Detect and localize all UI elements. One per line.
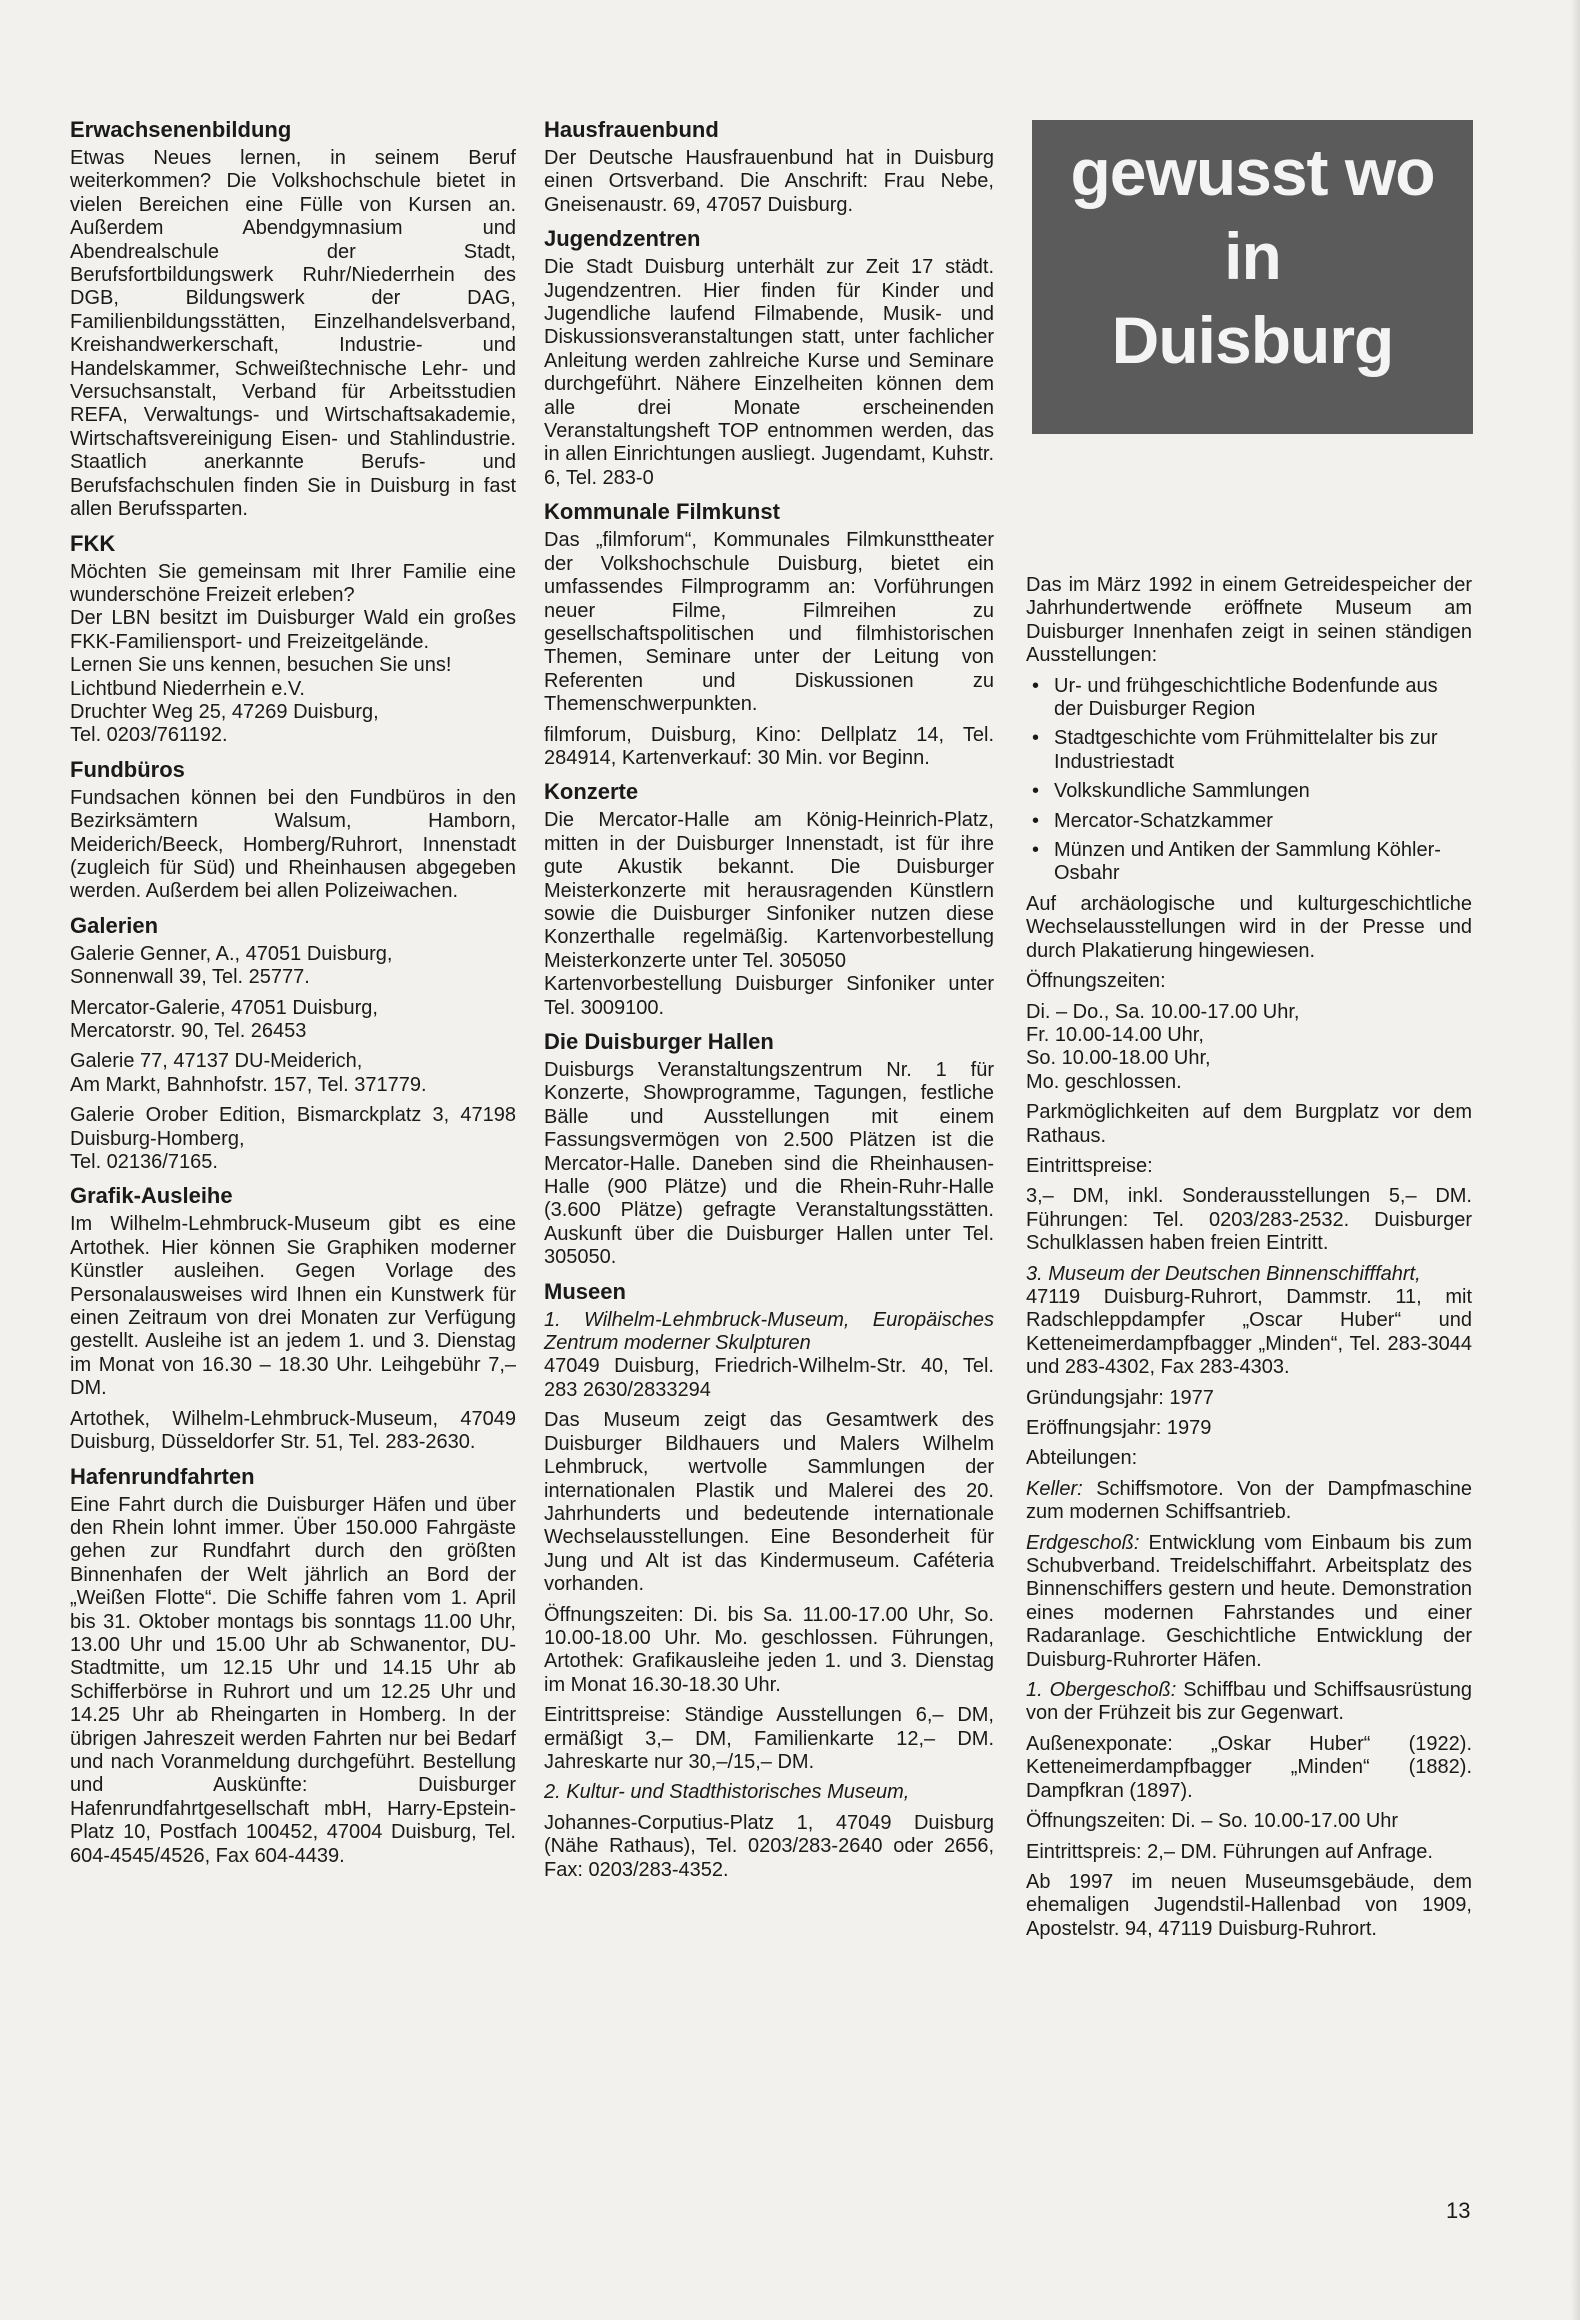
founding-year: Gründungsjahr: 1977 (1026, 1386, 1214, 1409)
paragraph-jugendzentren: Die Stadt Duisburg unterhält zur Zeit 17 städt. Jugendzentren. Hier finden für Kinder und Jugendliche laufend Filmabende, Musik- und Diskussionsveranstaltungen statt, unter fachlicher Anleitung werden zahlreiche Kurse und Seminare durchgeführt. Nähere Einzelheiten können dem alle drei Monate erscheinenden Veranstaltungsheft TOP entnommen werden, das in allen Einrichtungen ausliegt. Jugendamt, Kuhstr. 6, Tel. 283-0 (544, 256, 994, 489)
heading-fundbueros: Fundbüros (70, 756, 185, 782)
museum-3-hours: Öffnungszeiten: Di. – So. 10.00-17.00 Uhr (1026, 1810, 1399, 1833)
heading-duisburger-hallen: Die Duisburger Hallen (544, 1029, 774, 1054)
obergeschoss-text: Schiffbau und Schiffsausrüstung von der Frühzeit bis zur Gegenwart. (1026, 1679, 1472, 1725)
column-middle (544, 108, 994, 1889)
heading-grafik-ausleihe: Grafik-Ausleihe (70, 1183, 233, 1209)
title-line-3: Duisburg (1111, 303, 1394, 377)
paragraph-prices: 3,– DM, inkl. Sonderausstellungen 5,– DM. Führungen: Tel. 0203/283-2532. Duisburger Schulklassen haben freien Eintritt. (1026, 1185, 1472, 1255)
page-number: 13 (1446, 2198, 1471, 2223)
heading-erwachsenenbildung: Erwachsenenbildung (70, 117, 292, 142)
paragraph-parking: Parkmöglichkeiten auf dem Burgplatz vor dem Rathaus. (1026, 1101, 1472, 1147)
paragraph-fkk-2: Der LBN besitzt im Duisburger Wald ein großes FKK-Familiensport- und Freizeitgelände. (70, 607, 516, 653)
paragraph-erwachsenenbildung: Etwas Neues lernen, in seinem Beruf weiterkommen? Die Volkshochschule bietet in vielen Bereichen eine Fülle von Kursen an. Außerdem Abendgymnasium und Abendrealschule der Stadt, Berufsfortbildungswerk Ruhr/Niederrhein des DGB, Bildungswerk der DAG, Familienbildungsstätten, Einzelhandelsverband, Kreishandwerkerschaft, Industrie- und Handelskammer, Schweißtechnische Lehr- und Versuchsanstalt, Verband für Arbeitsstudien REFA, Verwaltungs- und Wirtschaftsakademie, Wirtschaftsvereinigung Eisen- und Stahlindustrie. Staatlich anerkannte Berufs- und Berufsfachschulen finden Sie in Duisburg in fast allen Berufssparten. (70, 147, 516, 521)
hours-label: Öffnungszeiten: (1026, 970, 1166, 993)
department-erdgeschoss (1026, 1532, 1472, 1672)
museum-2-title: 2. Kultur- und Stadthistorisches Museum, (544, 1781, 910, 1804)
title-line-1: gewusst wo (1070, 135, 1435, 209)
paragraph-fkk-6: Tel. 0203/761192. (70, 724, 228, 747)
paragraph-fkk-1: Möchten Sie gemeinsam mit Ihrer Familie eine wunderschöne Freizeit erleben? (70, 560, 516, 606)
heading-jugendzentren: Jugendzentren (544, 226, 701, 252)
hours-line-3: So. 10.00-18.00 Uhr, (1026, 1047, 1211, 1070)
galerie-1-line-1: Galerie Genner, A., 47051 Duisburg, (70, 942, 393, 965)
museum-1-title: 1. Wilhelm-Lehmbruck-Museum, Europäisches Zentrum moderner Skulpturen (544, 1308, 994, 1355)
list-item: • Stadtgeschichte vom Frühmittelalter bis zur Industriestadt (1054, 727, 1472, 774)
paragraph-wechselausstellungen: Auf archäologische und kulturgeschichtliche Wechselausstellungen wird in der Presse und durch Plakatierung hingewiesen. (1026, 892, 1472, 962)
hours-line-4: Mo. geschlossen. (1026, 1070, 1182, 1093)
paragraph-artothek-address: Artothek, Wilhelm-Lehmbruck-Museum, 47049 Duisburg, Düsseldorfer Str. 51, Tel. 283-2630. (70, 1407, 516, 1454)
list-item: • Münzen und Antiken der Sammlung Köhler-Osbahr (1054, 839, 1472, 886)
paragraph-fkk-4: Lichtbund Niederrhein e.V. (70, 677, 305, 700)
museum-3-price: Eintrittspreis: 2,– DM. Führungen auf Anfrage. (1026, 1840, 1433, 1863)
museum-1-prices: Eintrittspreise: Ständige Ausstellungen 6,– DM, ermäßigt 3,– DM, Familienkarte 12,– DM. Jahreskarte nur 30,–/15,– DM. (544, 1704, 994, 1773)
column-right (1026, 574, 1472, 1948)
erdgeschoss-text: Entwicklung vom Einbaum bis zum Schubverband. Treidelschiffahrt. Arbeitsplatz des Binnenschiffers gestern und heute. Demonstration eines modernen Fahrstandes und einer Radaranlage. Geschichtliche Entwicklung der Duisburg-Ruhrorter Häfen. (1026, 1531, 1472, 1671)
galerie-4-line-2: Tel. 02136/7165. (70, 1151, 218, 1174)
hours-line-1: Di. – Do., Sa. 10.00-17.00 Uhr, (1026, 1000, 1300, 1023)
title-line-2: in (1224, 219, 1281, 293)
paragraph-fkk-3: Lernen Sie uns kennen, besuchen Sie uns! (70, 654, 452, 677)
paragraph-aussenexponate: Außenexponate: „Oskar Huber“ (1922). Ketteneimerdampfbagger „Minden“ (1882). Dampfkran (1897). (1026, 1732, 1472, 1802)
heading-hafenrundfahrten: Hafenrundfahrten (70, 1463, 255, 1489)
paragraph-grafik-ausleihe: Im Wilhelm-Lehmbruck-Museum gibt es eine Artothek. Hier können Sie Graphiken moderner Künstler ausleihen. Gegen Vorlage des Personalausweises wird Ihnen ein Kunstwerk für einen Zeitraum von drei Monaten zur Verfügung gestellt. Ausleihe ist an jedem 1. und 3. Dienstag im Monat von 16.30 – 18.30 Uhr. Leihgebühr 7,– DM. (70, 1213, 516, 1400)
paragraph-filmforum-address: filmforum, Duisburg, Kino: Dellplatz 14, Tel. 284914, Kartenverkauf: 30 Min. vor Beginn. (544, 723, 994, 769)
paragraph-fundbueros: Fundsachen können bei den Fundbüros in den Bezirksämtern Walsum, Hamborn, Meiderich/Beeck, Homberg/Ruhrort, Innenstadt (zugleich für Süd) und Rheinhausen abgegeben werden. Außerdem bei allen Polizeiwachen. (70, 786, 516, 903)
paragraph-konzerte-sinfoniker: Kartenvorbestellung Duisburger Sinfoniker unter Tel. 3009100. (544, 973, 994, 1019)
museum-3-title: 3. Museum der Deutschen Binnenschifffahrt, (1026, 1262, 1421, 1285)
prices-label: Eintrittspreise: (1026, 1154, 1153, 1177)
list-item: • Volkskundliche Sammlungen (1054, 780, 1472, 803)
heading-hausfrauenbund: Hausfrauenbund (544, 117, 719, 142)
paragraph-hafenrundfahrten: Eine Fahrt durch die Duisburger Häfen und über den Rhein lohnt immer. Über 150.000 Fahrgäste gehen zur Rundfahrt durch den größten Binnenhafen der Welt jährlich an Bord der „Weißen Flotte“. Die Schiffe fahren vom 1. April bis 31. Oktober montags bis sonntags 11.00 Uhr, 13.00 Uhr und 15.00 Uhr ab Schwanentor, DU-Stadtmitte, um 12.15 Uhr und 14.15 Uhr ab Schifferbörse in Ruhrort und um 12.25 Uhr und 14.25 Uhr ab Rheingarten in Homberg. In der übrigen Jahreszeit werden Fahrten nur bei Bedarf und nach Voranmeldung durchgeführt. Bestellung und Auskünfte: Duisburger Hafenrundfahrtgesellschaft mbH, Harry-Epstein-Platz 10, Postfach 100452, 47004 Duisburg, Tel. 604-4545/4526, Fax 604-4439. (70, 1493, 516, 1867)
keller-text: Schiffsmotore. Von der Dampfmaschine zum modernen Schiffsantrieb. (1026, 1477, 1472, 1524)
galerie-2-line-1: Mercator-Galerie, 47051 Duisburg, (70, 996, 378, 1019)
museum-2-intro: Das im März 1992 in einem Getreidespeicher der Jahrhundertwende eröffnete Museum am Duisburger Innenhafen zeigt in seinen ständigen Ausstellungen: (1026, 574, 1472, 667)
heading-fkk: FKK (70, 530, 116, 556)
list-item: • Mercator-Schatzkammer (1054, 810, 1472, 833)
paragraph-filmforum: Das „filmforum“, Kommunales Filmkunsttheater der Volkshochschule Duisburg, bietet ein umfassendes Filmprogramm an: Vorführungen neuer Filme, Filmreihen zu gesellschaftspolitischen und filmhistorischen Themen, Seminare unter der Leitung von Referenten und Diskussionen zu Themenschwerpunkten. (544, 529, 994, 716)
museum-1-description: Das Museum zeigt das Gesamtwerk des Duisburger Bildhauers und Malers Wilhelm Lehmbruck, wertvolle Sammlungen der internationalen Plastik und Malerei des 20. Jahrhunderts und bedeutende internationale Wechselausstellungen. Eine Besonderheit für Jung und Alt ist das Kindermuseum. Caféteria vorhanden. (544, 1409, 994, 1596)
galerie-2-line-2: Mercatorstr. 90, Tel. 26453 (70, 1020, 307, 1042)
page-edge-shadow (1570, 0, 1580, 2320)
heading-konzerte: Konzerte (544, 779, 639, 805)
paragraph-fkk-5: Druchter Weg 25, 47269 Duisburg, (70, 700, 379, 723)
department-obergeschoss (1026, 1679, 1472, 1726)
galerie-1-line-2: Sonnenwall 39, Tel. 25777. (70, 966, 310, 989)
galerie-3-line-2: Am Markt, Bahnhofstr. 157, Tel. 371779. (70, 1073, 427, 1096)
paragraph-duisburger-hallen: Duisburgs Veranstaltungszentrum Nr. 1 für Konzerte, Showprogramme, Tagungen, festliche Bälle und Ausstellungen mit einem Fassungsvermögen von 2.500 Plätzen ist die Mercator-Halle. Daneben sind die Rheinhausen-Halle (900 Plätze) und die Rhein-Ruhr-Halle (3.600 Plätze) gefragte Veranstaltungsstätten. Auskunft über die Duisburger Hallen unter Tel. 305050. (544, 1059, 994, 1269)
paragraph-ab-1997: Ab 1997 im neuen Museumsgebäude, dem ehemaligen Jugendstil-Hallenbad von 1909, Apostelstr. 94, 47119 Duisburg-Ruhrort. (1026, 1870, 1472, 1940)
department-keller (1026, 1478, 1472, 1525)
museum-1-hours: Öffnungszeiten: Di. bis Sa. 11.00-17.00 Uhr, So. 10.00-18.00 Uhr. Mo. geschlossen. Führungen, Artothek: Grafikausleihe jeden 1. und 3. Dienstag im Monat 16.30-18.30 Uhr. (544, 1603, 994, 1696)
museum-2-address: Johannes-Corputius-Platz 1, 47049 Duisburg (Nähe Rathaus), Tel. 0203/283-2640 oder 2656, Fax: 0203/283-4352. (544, 1811, 994, 1881)
erdgeschoss-label: Erdgeschoß: (1026, 1531, 1140, 1554)
paragraph-konzerte: Die Mercator-Halle am König-Heinrich-Platz, mitten in der Duisburger Innenstadt, ist für ihre gute Akustik bekannt. Die Duisburger Meisterkonzerte mit herausragenden Künstlern sowie die Duisburger Sinfoniker nutzen diese Konzerthalle regelmäßig. Kartenvorbestellung Meisterkonzerte unter Tel. 305050 (544, 809, 994, 972)
galerie-3-line-1: Galerie 77, 47137 DU-Meiderich, (70, 1050, 363, 1073)
exhibition-list (1026, 675, 1472, 886)
heading-museen: Museen (544, 1278, 626, 1304)
obergeschoss-label: 1. Obergeschoß: (1026, 1679, 1177, 1702)
title-box (1032, 120, 1473, 434)
keller-label: Keller: (1026, 1477, 1083, 1500)
list-item: • Ur- und frühgeschichtliche Bodenfunde aus der Duisburger Region (1054, 675, 1472, 722)
heading-galerien: Galerien (70, 912, 159, 938)
museum-3-address: 47119 Duisburg-Ruhrort, Dammstr. 11, mit Radschleppdampfer „Oscar Huber“ und Ketteneimerdampfbagger „Minden“, Tel. 283-3044 und 283-4302, Fax 283-4303. (1026, 1285, 1472, 1379)
heading-kommunale-filmkunst: Kommunale Filmkunst (544, 499, 780, 525)
hours-line-2: Fr. 10.00-14.00 Uhr, (1026, 1023, 1204, 1046)
galerie-4-line-1: Galerie Orober Edition, Bismarckplatz 3, 47198 Duisburg-Homberg, (70, 1104, 516, 1150)
paragraph-hausfrauenbund: Der Deutsche Hausfrauenbund hat in Duisburg einen Ortsverband. Die Anschrift: Frau Nebe, Gneisenaustr. 69, 47057 Duisburg. (544, 147, 994, 216)
column-left (70, 108, 516, 1875)
museum-1-address: 47049 Duisburg, Friedrich-Wilhelm-Str. 40, Tel. 283 2630/2833294 (544, 1355, 994, 1401)
departments-label: Abteilungen: (1026, 1447, 1138, 1470)
opening-year: Eröffnungsjahr: 1979 (1026, 1417, 1212, 1439)
